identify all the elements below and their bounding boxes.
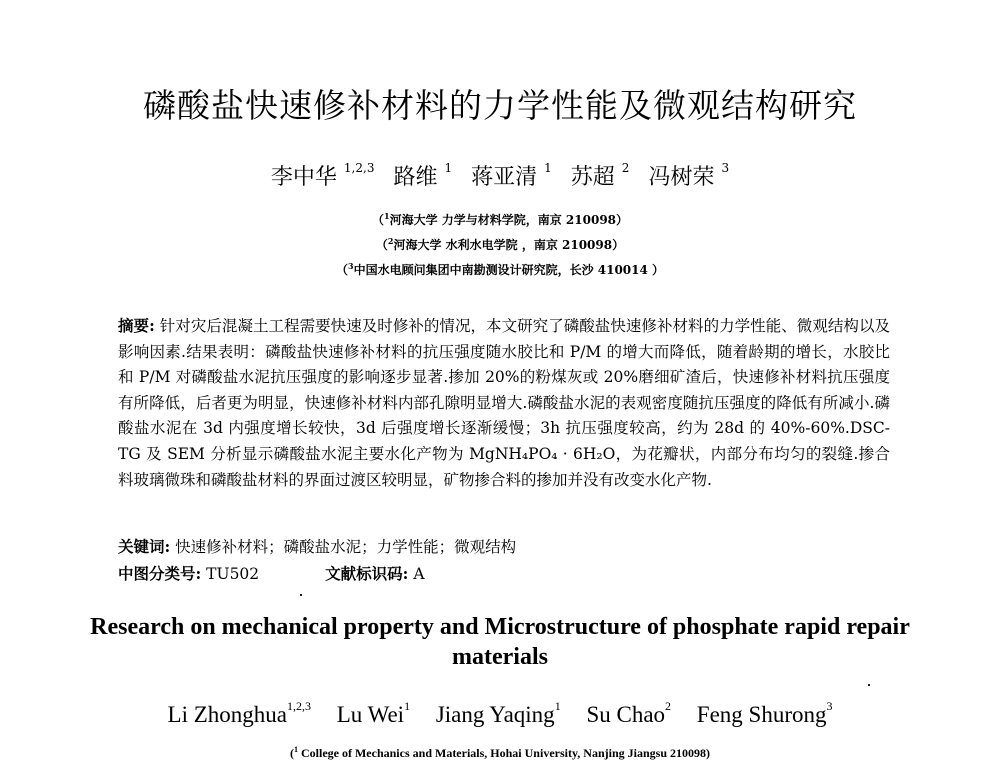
doc-code-value: A [408, 565, 425, 583]
doc-code-label: 文献标识码: [325, 564, 409, 583]
author-affiliation-mark: 2 [621, 160, 630, 175]
author-cn [393, 160, 453, 190]
author-affiliation-mark: 1 [404, 699, 411, 714]
author-name: Feng Shurong [696, 702, 827, 727]
abstract-paragraph [118, 313, 890, 493]
author-cn [471, 160, 552, 190]
keywords-label: 关键词: [118, 537, 171, 556]
affiliation-text: 河海大学 力学与材料学院，南京 210098） [389, 213, 629, 227]
author-affiliation-mark: 3 [721, 160, 730, 175]
scan-speck [868, 684, 870, 686]
author-name: 蒋亚清 [471, 165, 538, 190]
classification-line [118, 562, 425, 584]
clc-value: TU502 [201, 565, 260, 583]
affiliation-mark: 1 [383, 211, 390, 221]
affiliation-mark: 2 [387, 236, 394, 246]
author-en [435, 699, 561, 727]
author-affiliation-mark: 1 [444, 160, 453, 175]
author-name: Jiang Yaqing [435, 702, 555, 727]
author-affiliation-mark: 1 [554, 699, 561, 714]
author-affiliation-mark: 1,2,3 [343, 160, 375, 175]
author-en [336, 699, 411, 727]
author-affiliation-mark: 1,2,3 [286, 699, 311, 714]
affiliation-mark: 3 [347, 261, 354, 271]
affiliation-text: 河海大学 水利水电学院 ，南京 210098） [393, 238, 625, 252]
author-en [696, 699, 833, 727]
affiliation-cn-1 [0, 211, 1000, 228]
english-author-list [0, 699, 1000, 728]
author-name: 路维 [393, 165, 438, 190]
affiliation-mark: 1 [294, 745, 298, 754]
author-cn [270, 160, 375, 190]
author-cn [570, 160, 630, 190]
author-affiliation-mark: 3 [826, 699, 833, 714]
paren: ( [290, 746, 294, 760]
abstract-text: 针对灾后混凝土工程需要快速及时修补的情况，本文研究了磷酸盐快速修补材料的力学性能、微观结构以及影响因素.结果表明：磷酸盐快速修补材料的抗压强度随水胶比和 P/M 的增大而降低，随着龄期的增长，水胶比和 P/M 对磷酸盐水泥抗压强度的影响逐步显著.掺加 20%的粉煤灰或 20%磨细矿渣后，快速修补材料抗压强度有所降低，后者更为明显，快速修补材料内部孔隙明显增大.磷酸盐水泥的表观密度随抗压强度的降低有所减小.磷酸盐水泥在 3d 内强度增长较快，3d 后强度增长逐渐缓慢；3h 抗压强度较高，约为 28d 的 40%-60%.DSC-TG 及 SEM 分析显示磷酸盐水泥主要水化产物为 MgNH₄PO₄ · 6H₂O，为花瓣状，内部分布均匀的裂缝.掺合料玻璃微珠和磷酸盐材料的界面过渡区较明显，矿物掺合料的掺加并没有改变水化产物. [118, 317, 890, 489]
affiliation-text: College of Mechanics and Materials, Hohai University, Nanjing Jiangsu 210098) [298, 746, 710, 760]
keywords-text: 快速修补材料；磷酸盐水泥；力学性能；微观结构 [170, 538, 517, 556]
author-name: Li Zhonghua [167, 702, 287, 727]
paren: （ [371, 213, 384, 227]
author-affiliation-mark: 2 [665, 699, 672, 714]
clc-label: 中图分类号: [118, 564, 202, 583]
author-name: Su Chao [586, 702, 666, 727]
affiliation-en [0, 745, 1000, 761]
author-en [167, 699, 311, 727]
abstract-label: 摘要: [118, 316, 155, 335]
author-name: Lu Wei [336, 702, 405, 727]
author-en [586, 699, 672, 727]
affiliation-text: 中国水电顾问集团中南勘测设计研究院，长沙 410014 ） [353, 263, 665, 277]
author-name: 冯树荣 [648, 165, 715, 190]
author-affiliation-mark: 1 [544, 160, 552, 175]
author-name: 李中华 [270, 165, 337, 190]
scan-speck [300, 594, 302, 596]
author-cn [648, 160, 730, 190]
chinese-author-list [0, 160, 1000, 191]
english-title: Research on mechanical property and Microstructure of phosphate rapid repair materials [90, 614, 910, 670]
affiliation-cn-2 [0, 236, 1000, 253]
paren: （ [375, 238, 388, 252]
affiliation-cn-3 [0, 261, 1000, 278]
chinese-title: 磷酸盐快速修补材料的力学性能及微观结构研究 [143, 86, 857, 125]
paren: （ [335, 263, 348, 277]
keywords-line [118, 535, 516, 557]
author-name: 苏超 [570, 165, 615, 190]
